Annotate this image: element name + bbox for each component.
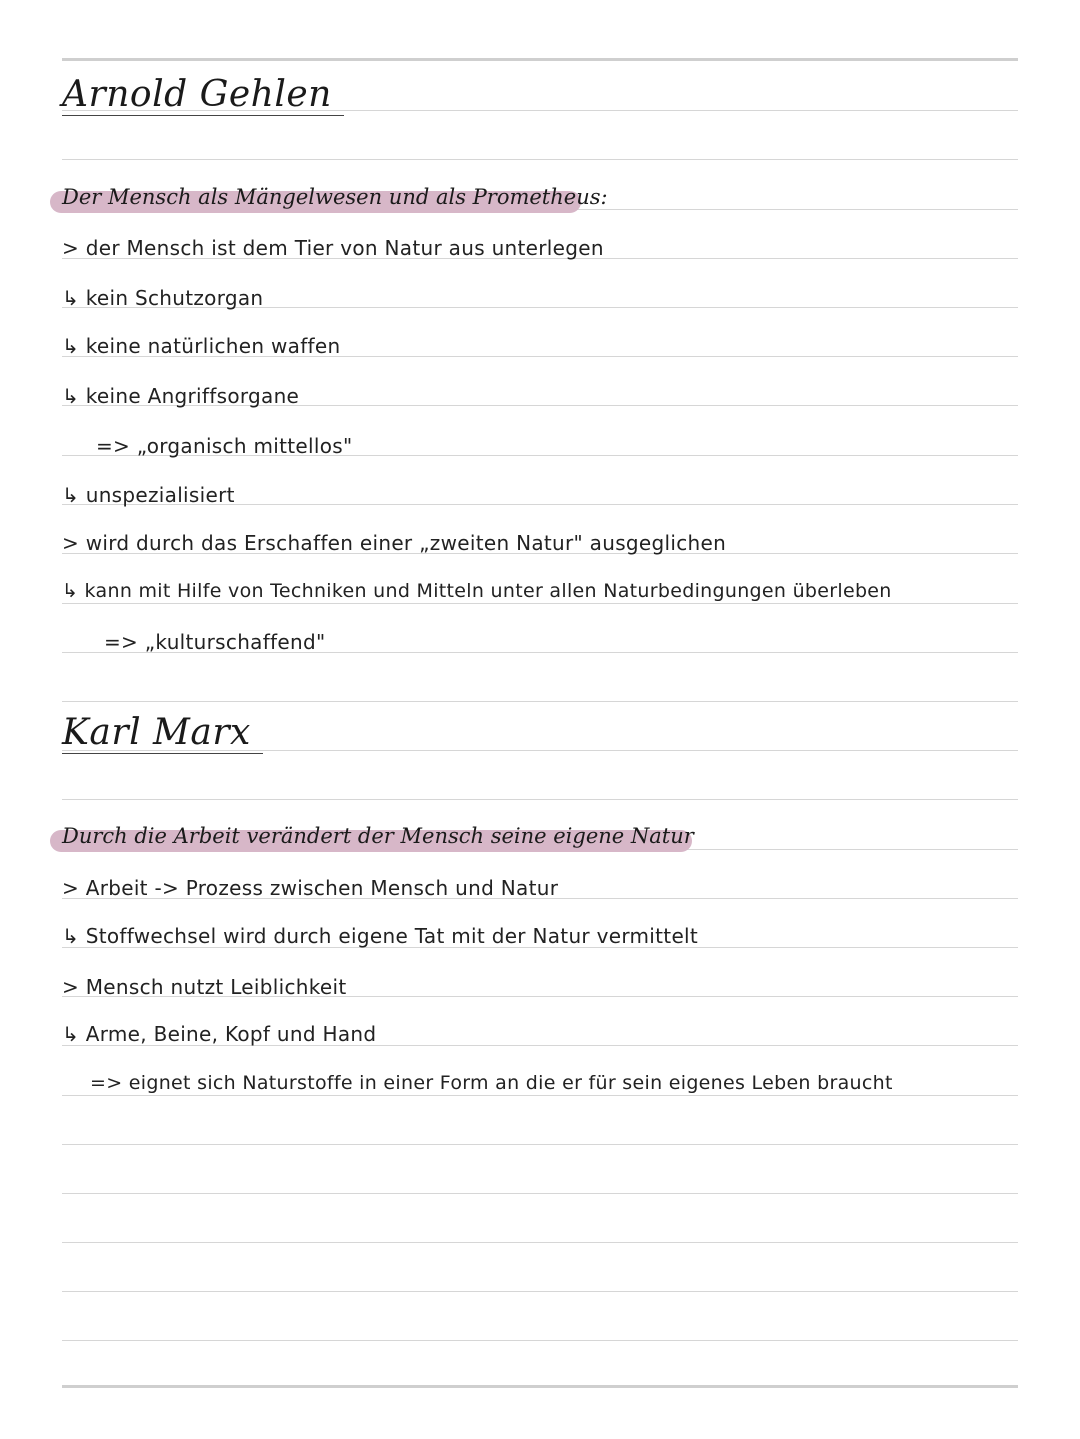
notebook-rule [62, 1144, 1018, 1145]
notebook-rule [62, 1291, 1018, 1292]
section-title-marx [62, 712, 263, 753]
note-line: ↳ keine Angriffsorgane [62, 384, 300, 408]
notebook-rule [62, 1242, 1018, 1243]
note-line: > Arbeit -> Prozess zwischen Mensch und Natur [62, 876, 559, 900]
note-line: ↳ keine natürlichen waffen [62, 334, 341, 358]
notebook-rule [62, 1340, 1018, 1341]
note-line: ↳ unspezialisiert [62, 483, 235, 507]
note-line: > Mensch nutzt Leiblichkeit [62, 975, 347, 999]
section-subtitle-gehlen: Der Mensch als Mängelwesen und als Prometheus: [62, 185, 608, 209]
note-line: ↳ Stoffwechsel wird durch eigene Tat mit der Natur vermittelt [62, 924, 699, 948]
notebook-rule [62, 603, 1018, 604]
notebook-rule [62, 1095, 1018, 1096]
notebook-rule [62, 701, 1018, 702]
note-line: => „kulturschaffend" [104, 630, 326, 654]
note-line: > der Mensch ist dem Tier von Natur aus unterlegen [62, 236, 604, 260]
note-line: > wird durch das Erschaffen einer „zweiten Natur" ausgeglichen [62, 531, 727, 555]
notebook-rule [62, 159, 1018, 160]
note-line: ↳ Arme, Beine, Kopf und Hand [62, 1022, 377, 1046]
note-line: => „organisch mittellos" [96, 434, 353, 458]
section-title-text: Arnold Gehlen [62, 74, 344, 116]
bottom-rule [62, 1385, 1018, 1388]
notebook-rule [62, 799, 1018, 800]
note-line: => eignet sich Naturstoffe in einer Form an die er für sein eigenes Leben braucht [90, 1072, 893, 1094]
section-subtitle-marx: Durch die Arbeit verändert der Mensch seine eigene Natur [62, 824, 694, 848]
notebook-rule [62, 1193, 1018, 1194]
note-line: ↳ kein Schutzorgan [62, 286, 264, 310]
top-rule [62, 58, 1018, 61]
section-title-text: Karl Marx [62, 712, 263, 754]
section-title-gehlen [62, 74, 344, 115]
note-line: ↳ kann mit Hilfe von Techniken und Mitteln unter allen Naturbedingungen überleben [62, 580, 892, 602]
